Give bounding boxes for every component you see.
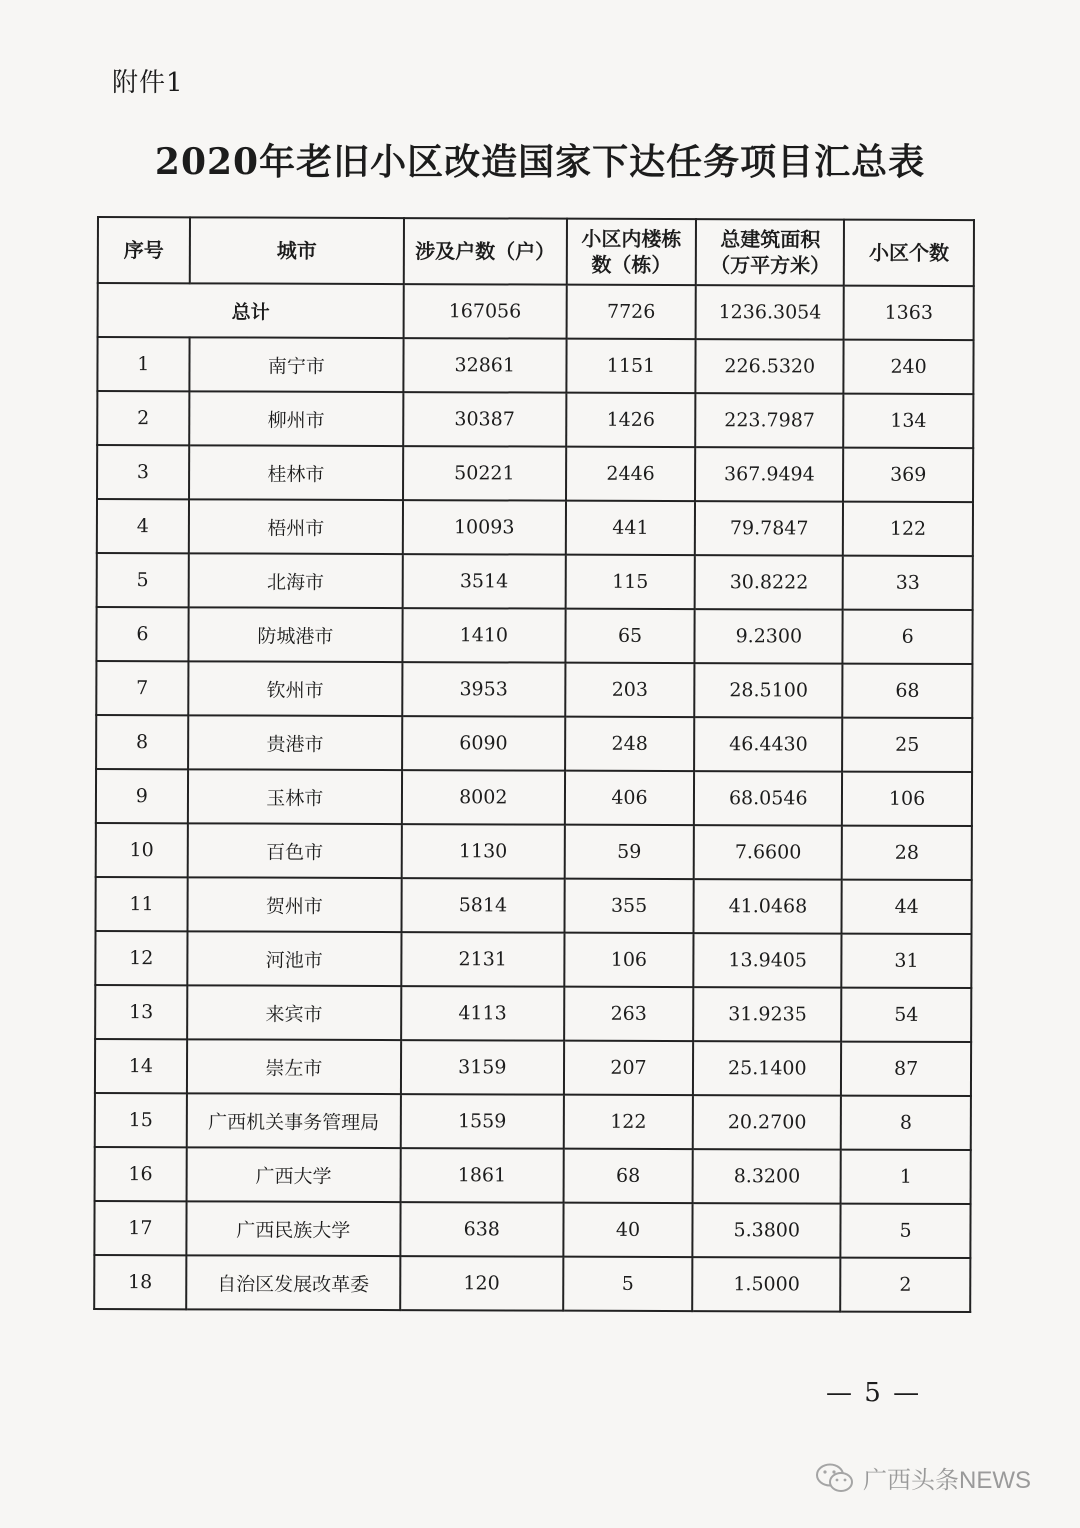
cell-households: 30387: [403, 392, 566, 447]
table-row: [96, 823, 972, 880]
cell-households: 638: [400, 1202, 563, 1257]
cell-no: 17: [94, 1201, 186, 1255]
cell-city: 钦州市: [188, 661, 402, 716]
cell-communities: 2: [840, 1258, 970, 1312]
cell-area: 7.6600: [694, 825, 842, 880]
total-label: 总计: [98, 283, 404, 338]
cell-buildings: 65: [565, 609, 695, 663]
cell-communities: 6: [843, 610, 973, 664]
cell-area: 79.7847: [695, 501, 843, 556]
cell-buildings: 1426: [566, 393, 696, 447]
cell-city: 广西机关事务管理局: [186, 1093, 400, 1148]
cell-communities: 122: [843, 502, 973, 556]
cell-city: 百色市: [187, 823, 401, 878]
cell-buildings: 2446: [566, 447, 696, 501]
cell-communities: 44: [842, 880, 972, 934]
total-households: 167056: [404, 284, 567, 339]
cell-households: 1861: [401, 1148, 564, 1203]
cell-buildings: 40: [563, 1203, 693, 1257]
cell-communities: 33: [843, 556, 973, 610]
watermark: [815, 1460, 1031, 1495]
cell-households: 4113: [401, 986, 564, 1041]
cell-city: 崇左市: [187, 1039, 401, 1094]
cell-no: 10: [96, 823, 188, 877]
cell-city: 防城港市: [188, 607, 402, 662]
cell-buildings: 263: [564, 987, 694, 1041]
cell-no: 16: [95, 1147, 187, 1201]
table-row: [95, 1093, 971, 1150]
cell-households: 1559: [401, 1094, 564, 1149]
cell-communities: 134: [843, 394, 973, 448]
cell-area: 30.8222: [695, 555, 843, 610]
cell-area: 28.5100: [695, 663, 843, 718]
cell-communities: 54: [841, 988, 971, 1042]
cell-households: 3514: [403, 554, 566, 609]
cell-households: 2131: [401, 932, 564, 987]
header-buildings: 小区内楼栋数（栋）: [566, 219, 696, 285]
cell-no: 15: [95, 1093, 187, 1147]
table-row: [97, 553, 973, 610]
cell-area: 5.3800: [693, 1203, 841, 1258]
attachment-label: 附件1: [112, 68, 184, 98]
cell-households: 1130: [402, 824, 565, 879]
wechat-icon: [815, 1462, 855, 1494]
cell-communities: 1: [841, 1150, 971, 1204]
cell-no: 13: [95, 985, 187, 1039]
cell-households: 10093: [403, 500, 566, 555]
cell-no: 11: [96, 877, 188, 931]
total-row: [98, 283, 974, 340]
table-row: [97, 337, 973, 394]
cell-buildings: 59: [564, 825, 694, 879]
table-header-row: [98, 217, 974, 286]
cell-buildings: 1151: [566, 339, 696, 393]
cell-area: 9.2300: [695, 609, 843, 664]
cell-area: 223.7987: [696, 393, 844, 448]
cell-city: 贺州市: [187, 877, 401, 932]
cell-city: 广西大学: [186, 1147, 400, 1202]
cell-area: 25.1400: [693, 1041, 841, 1096]
cell-area: 68.0546: [694, 771, 842, 826]
cell-buildings: 5: [563, 1257, 693, 1311]
cell-buildings: 406: [565, 771, 695, 825]
cell-households: 120: [400, 1256, 563, 1311]
cell-communities: 106: [842, 772, 972, 826]
cell-buildings: 207: [564, 1041, 694, 1095]
table-row: [95, 1147, 971, 1204]
cell-buildings: 106: [564, 933, 694, 987]
cell-area: 46.4430: [694, 717, 842, 772]
table-row: [95, 931, 971, 988]
header-households: 涉及户数（户）: [404, 218, 567, 285]
cell-city: 梧州市: [189, 499, 403, 554]
cell-no: 8: [96, 715, 188, 769]
cell-buildings: 68: [563, 1149, 693, 1203]
cell-area: 226.5320: [696, 339, 844, 394]
table-row: [96, 661, 972, 718]
cell-no: 14: [95, 1039, 187, 1093]
cell-no: 6: [96, 607, 188, 661]
cell-households: 6090: [402, 716, 565, 771]
cell-no: 5: [97, 553, 189, 607]
header-communities: 小区个数: [844, 220, 974, 286]
cell-city: 桂林市: [189, 445, 403, 500]
summary-table: [93, 216, 975, 1313]
cell-area: 8.3200: [693, 1149, 841, 1204]
cell-city: 贵港市: [188, 715, 402, 770]
cell-no: 1: [97, 337, 189, 391]
cell-communities: 369: [843, 448, 973, 502]
cell-area: 367.9494: [695, 447, 843, 502]
total-communities: 1363: [844, 286, 974, 340]
cell-no: 7: [96, 661, 188, 715]
cell-no: 4: [97, 499, 189, 553]
cell-city: 河池市: [187, 931, 401, 986]
cell-city: 北海市: [188, 553, 402, 608]
cell-households: 50221: [403, 446, 566, 501]
cell-buildings: 248: [565, 717, 695, 771]
cell-no: 9: [96, 769, 188, 823]
header-area: 总建筑面积（万平方米）: [696, 219, 844, 286]
cell-city: 广西民族大学: [186, 1201, 400, 1256]
cell-communities: 5: [841, 1204, 971, 1258]
cell-communities: 31: [842, 934, 972, 988]
watermark-text: 广西头条NEWS: [863, 1467, 1031, 1494]
cell-communities: 8: [841, 1096, 971, 1150]
table-row: [96, 769, 972, 826]
cell-buildings: 355: [564, 879, 694, 933]
cell-city: 南宁市: [189, 337, 403, 392]
document-title: 2020年老旧小区改造国家下达任务项目汇总表: [154, 141, 926, 183]
cell-communities: 68: [842, 664, 972, 718]
cell-area: 41.0468: [694, 879, 842, 934]
cell-no: 3: [97, 445, 189, 499]
cell-area: 1.5000: [693, 1257, 841, 1312]
cell-buildings: 122: [563, 1095, 693, 1149]
cell-city: 来宾市: [187, 985, 401, 1040]
cell-households: 8002: [402, 770, 565, 825]
cell-no: 18: [94, 1255, 186, 1309]
cell-city: 柳州市: [189, 391, 403, 446]
header-no: 序号: [98, 217, 190, 283]
cell-communities: 25: [842, 718, 972, 772]
cell-communities: 28: [842, 826, 972, 880]
table-row: [96, 607, 972, 664]
table-row: [96, 877, 972, 934]
cell-area: 13.9405: [694, 933, 842, 988]
total-buildings: 7726: [566, 285, 696, 339]
cell-city: 自治区发展改革委: [186, 1255, 400, 1310]
cell-buildings: 115: [565, 555, 695, 609]
cell-communities: 87: [841, 1042, 971, 1096]
table-row: [94, 1255, 970, 1312]
cell-no: 12: [95, 931, 187, 985]
cell-households: 5814: [401, 878, 564, 933]
cell-area: 20.2700: [693, 1095, 841, 1150]
cell-buildings: 203: [565, 663, 695, 717]
cell-households: 3159: [401, 1040, 564, 1095]
cell-area: 31.9235: [694, 987, 842, 1042]
cell-households: 32861: [403, 338, 566, 393]
cell-communities: 240: [844, 340, 974, 394]
table-row: [97, 499, 973, 556]
cell-households: 3953: [402, 662, 565, 717]
table-row: [95, 1039, 971, 1096]
cell-no: 2: [97, 391, 189, 445]
table-row: [96, 715, 972, 772]
header-city: 城市: [190, 217, 404, 284]
table-row: [95, 985, 971, 1042]
cell-city: 玉林市: [188, 769, 402, 824]
total-area: 1236.3054: [696, 285, 844, 340]
cell-buildings: 441: [565, 501, 695, 555]
table-row: [94, 1201, 970, 1258]
table-row: [97, 445, 973, 502]
table-row: [97, 391, 973, 448]
cell-households: 1410: [402, 608, 565, 663]
page-number: — 5 —: [826, 1378, 922, 1408]
